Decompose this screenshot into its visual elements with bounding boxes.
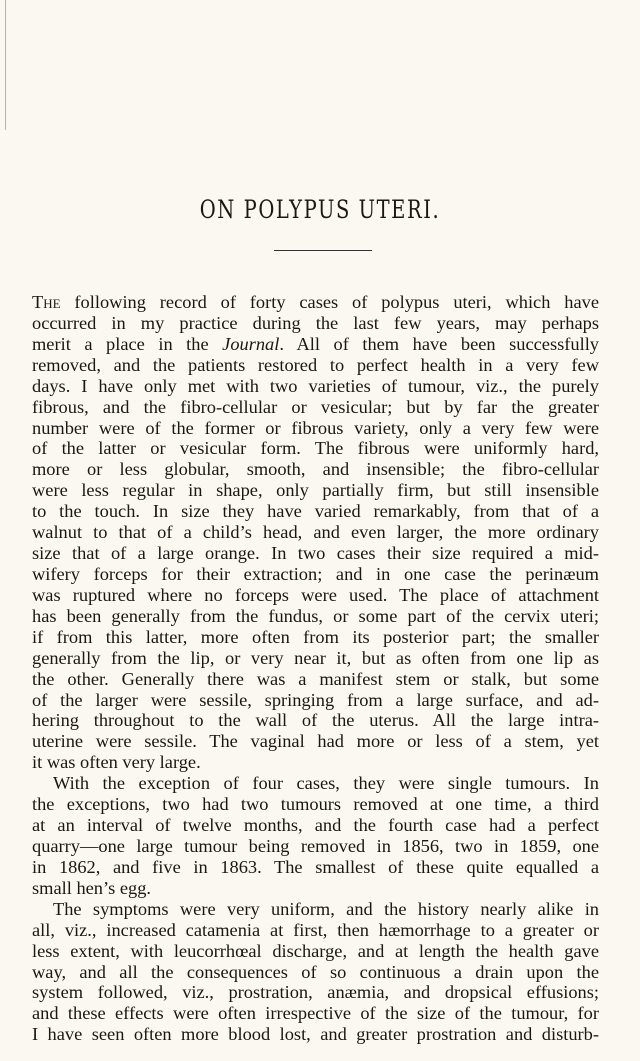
text-line: the exceptions, two had two tumours removed at one time, a third [32,794,599,815]
text-line: in 1862, and five in 1863. The smallest of these quite equalled a [32,856,599,877]
text-line: if from this latter, more often from its posterior part; the smaller [32,626,599,647]
text-line: removed, and the patients restored to perfect health in a very few [32,354,599,375]
paragraph [32,773,599,899]
text-line: were less regular in shape, only partially firm, but still insensible [32,480,599,501]
text-line: size that of a large orange. In two cases their size required a mid- [32,543,599,564]
text-line: quarry—one large tumour being removed in 1856, two in 1859, one [32,835,599,856]
text-line: merit a place in the Journal. All of them have been successfully [32,333,599,354]
text-line: uterine were sessile. The vaginal had more or less of a stem, yet [32,731,599,752]
text-line: all, viz., increased catamenia at first, then hæmorrhage to a greater or [32,919,599,940]
text-line: small hen’s egg. [32,877,152,898]
chapter-title: ON POLYPUS UTERI. [199,194,441,224]
text-line: hering throughout to the wall of the uterus. All the large intra- [32,710,599,731]
text-line: way, and all the consequences of so continuous a drain upon the [32,961,599,982]
title-divider [274,250,372,251]
text-line: The symptoms were very uniform, and the history nearly alike in [53,898,599,919]
text-line: the other. Generally there was a manifest stem or stalk, but some [32,668,599,689]
paragraph [32,899,599,1045]
text-line: has been generally from the fundus, or some part of the cervix uteri; [32,605,599,626]
text-line: With the exception of four cases, they were single tumours. In [53,773,599,794]
text-line: generally from the lip, or very near it, but as often from one lip as [32,647,599,668]
text-line: wifery forceps for their extraction; and in one case the perinæum [32,563,599,584]
paragraph [32,292,599,773]
text-line: walnut to that of a child’s head, and even larger, the more ordinary [32,522,599,543]
text-line: at an interval of twelve months, and the fourth case had a perfect [32,815,599,836]
text-line: of the larger were sessile, springing from a large surface, and ad- [32,689,599,710]
text-line: it was often very large. [32,752,201,773]
text-line: I have seen often more blood lost, and greater prostration and disturb- [32,1024,599,1045]
text-line: to the touch. In size they have varied remarkably, from that of a [32,501,599,522]
body-text [32,292,599,1045]
margin-rule [5,0,6,130]
text-line: was ruptured where no forceps were used. The place of attachment [32,584,599,605]
text-line: fibrous, and the fibro-cellular or vesicular; but by far the greater [32,396,599,417]
text-line: and these effects were often irrespective of the size of the tumour, for [32,1003,599,1024]
text-line: days. I have only met with two varieties of tumour, viz., the purely [32,375,599,396]
text-line: less extent, with leucorrhœal discharge, and at length the health gave [32,940,599,961]
text-line: number were of the former or fibrous variety, only a very few were [32,417,599,438]
text-line: of the latter or vesicular form. The fibrous were uniformly hard, [32,438,599,459]
text-line: system followed, viz., prostration, anæmia, and dropsical effusions; [32,982,599,1003]
text-line: The following record of forty cases of polypus uteri, which have [32,292,599,312]
text-line: more or less globular, smooth, and insensible; the fibro-cellular [32,459,599,480]
text-line: occurred in my practice during the last few years, may perhaps [32,312,599,333]
